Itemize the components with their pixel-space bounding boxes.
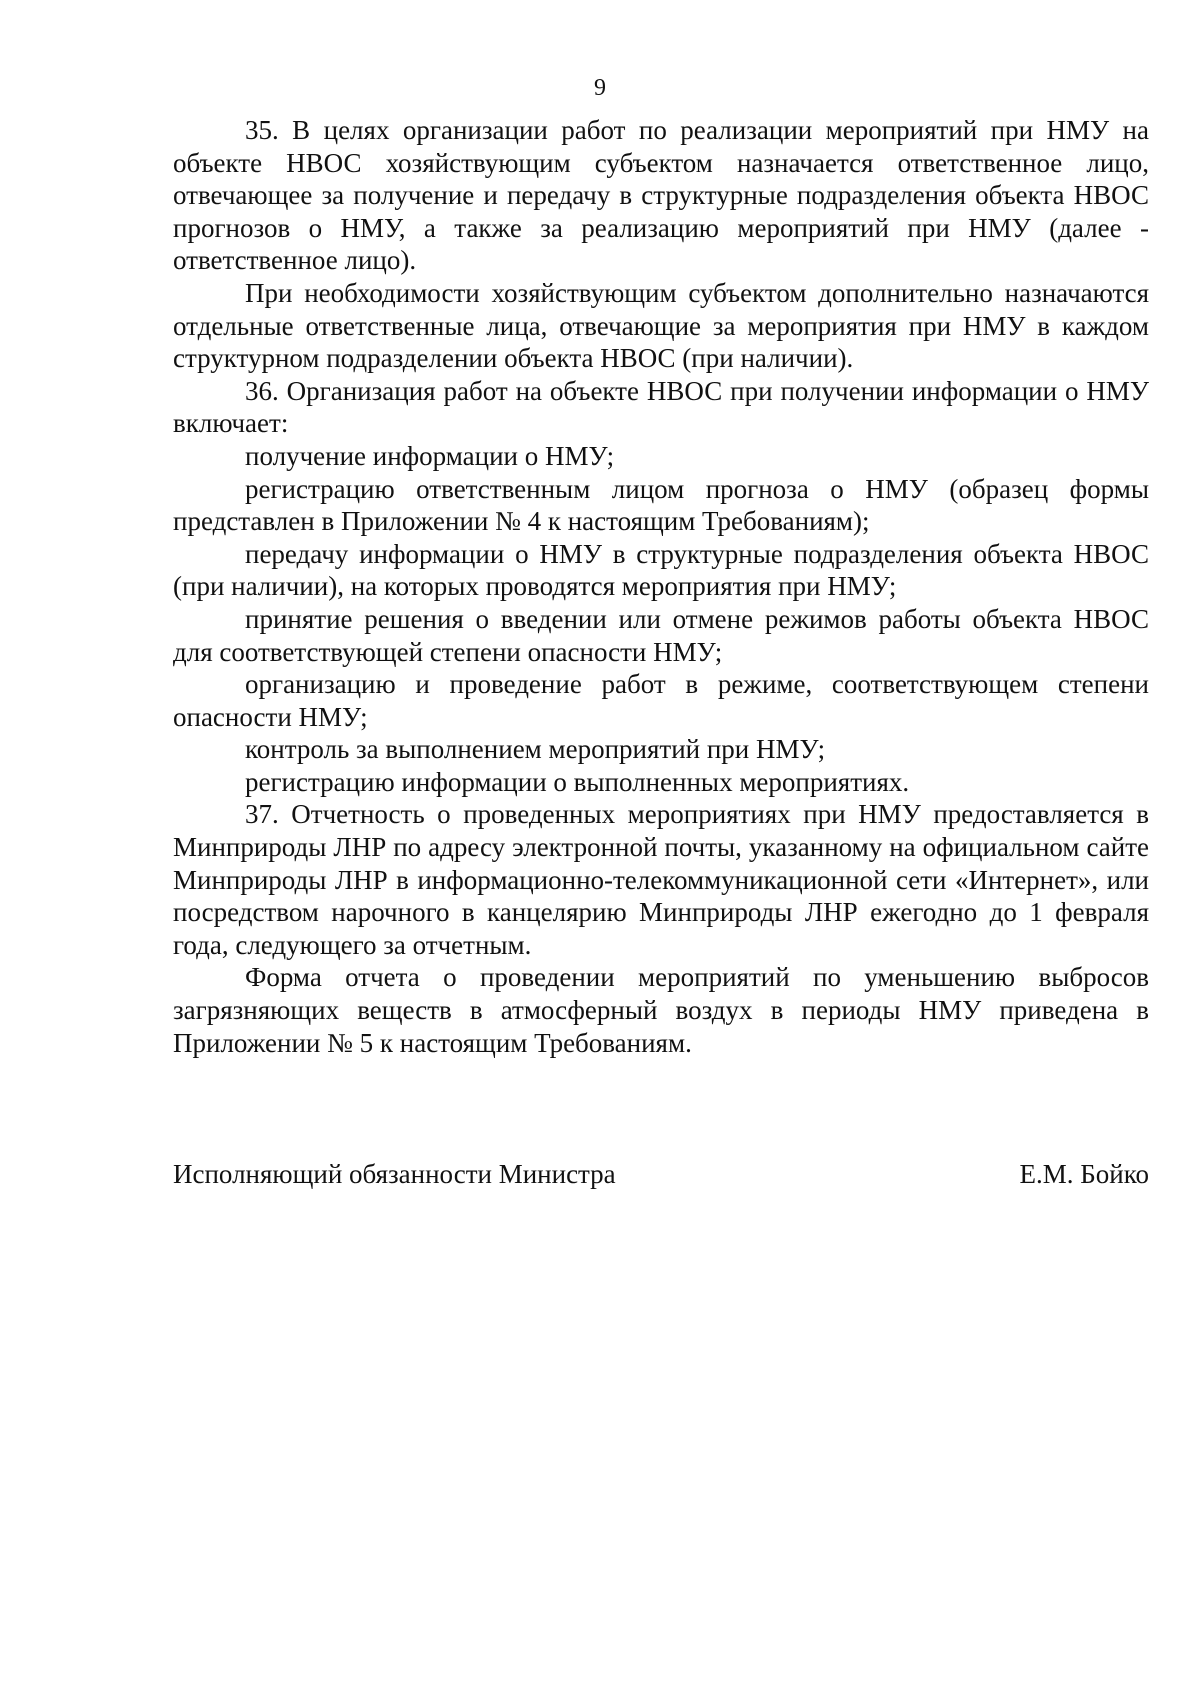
- list-item: регистрацию информации о выполненных мероприятиях.: [245, 766, 910, 797]
- paragraph-36: 36. Организация работ на объекте НВОС при получении информации о НМУ включает:: [173, 375, 1149, 439]
- page-number: 9: [594, 75, 606, 101]
- paragraph-37: 37. Отчетность о проведенных мероприятиях при НМУ предоставляется в Минприроды ЛНР по адресу электронной почты, указанному на официальном сайте Минприроды ЛНР в информационно-телекоммуникационной сети «Интернет», или посредством нарочного в канцелярию Минприроды ЛНР ежегодно до 1 февраля года, следующего за отчетным.: [173, 799, 1149, 960]
- list-item: принятие решения о введении или отмене режимов работы объекта НВОС для соответствующей степени опасности НМУ;: [173, 603, 1149, 667]
- list-item: регистрацию ответственным лицом прогноза о НМУ (образец формы представлен в Приложении № 4 к настоящим Требованиям);: [173, 473, 1149, 537]
- paragraph-37-form: Форма отчета о проведении мероприятий по уменьшению выбросов загрязняющих веществ в атмосферный воздух в периоды НМУ приведена в Приложении № 5 к настоящим Требованиям.: [173, 962, 1149, 1058]
- list-item: контроль за выполнением мероприятий при НМУ;: [245, 734, 826, 765]
- list-item: передачу информации о НМУ в структурные подразделения объекта НВОС (при наличии), на которых проводятся мероприятия при НМУ;: [173, 538, 1149, 602]
- signature-block: [173, 1158, 1149, 1190]
- signatory-name: Е.М. Бойко: [1019, 1159, 1149, 1189]
- paragraph-35: 35. В целях организации работ по реализации мероприятий при НМУ на объекте НВОС хозяйствующим субъектом назначается ответственное лицо, отвечающее за получение и передачу в структурные подразделения объекта НВОС прогнозов о НМУ, а также за реализацию мероприятий при НМУ (далее - ответственное лицо).: [173, 115, 1149, 276]
- signatory-position: Исполняющий обязанности Министра: [173, 1159, 616, 1189]
- paragraph-35-additional: При необходимости хозяйствующим субъектом дополнительно назначаются отдельные ответственные лица, отвечающие за мероприятия при НМУ в каждом структурном подразделении объекта НВОС (при наличии).: [173, 277, 1149, 374]
- list-item: получение информации о НМУ;: [245, 440, 615, 471]
- list-item: организацию и проведение работ в режиме, соответствующем степени опасности НМУ;: [173, 669, 1149, 732]
- document-body: [173, 114, 1149, 1059]
